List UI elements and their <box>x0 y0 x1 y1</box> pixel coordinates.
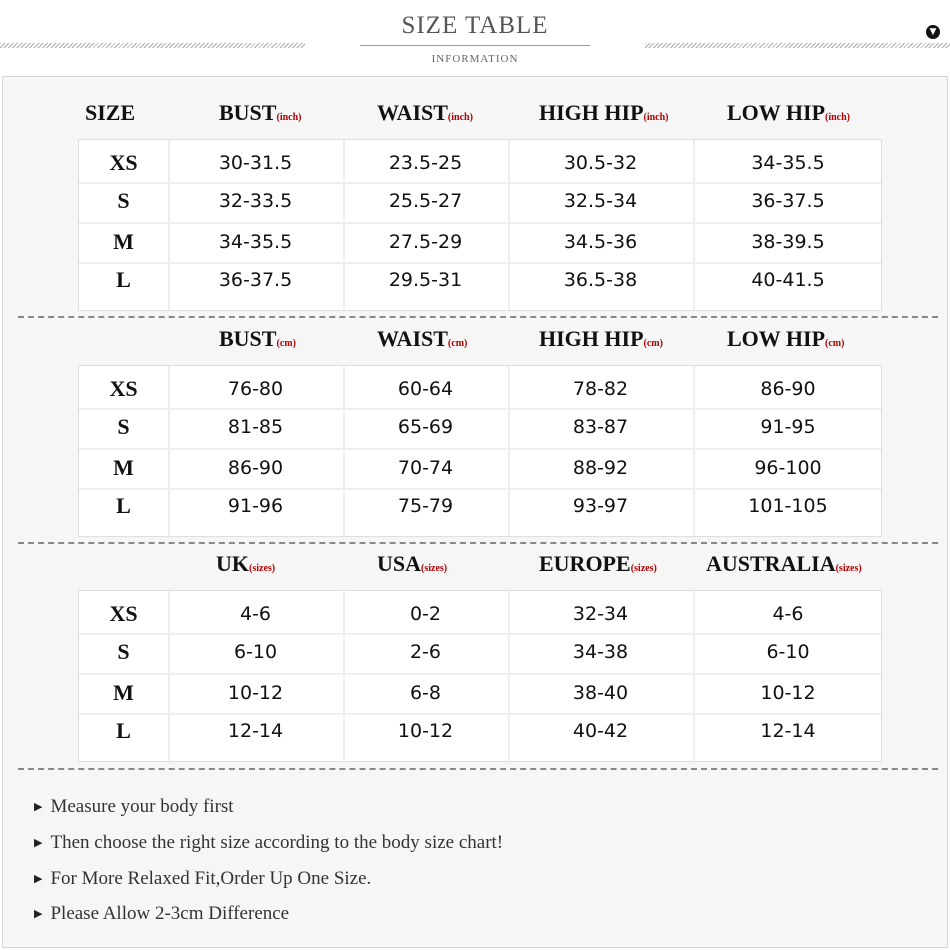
table-cell: 6-8 <box>409 682 442 704</box>
table-cell: 12-14 <box>227 720 284 742</box>
table-cell: 10-12 <box>397 720 454 742</box>
note-item: ▶ Then choose the right size according to the body size chart! <box>34 832 504 853</box>
chevron-down-icon[interactable]: ▼ <box>926 25 940 39</box>
section-divider <box>18 316 938 318</box>
table-cell: 10-12 <box>760 682 816 704</box>
column-header-australia: AUSTRALIA(sizes) <box>706 551 862 576</box>
triangle-right-icon: ▶ <box>34 872 43 885</box>
triangle-right-icon: ▶ <box>34 907 43 920</box>
size-label: S <box>117 188 130 213</box>
table-cell: 27.5-29 <box>388 231 463 253</box>
table-cell: 32-34 <box>572 603 629 625</box>
table-cell: 4-6 <box>772 603 804 625</box>
column-header-usa: USA(sizes) <box>377 551 448 576</box>
size-label: L <box>116 493 131 518</box>
title-underline <box>360 45 590 46</box>
table-cell: 40-41.5 <box>751 269 825 291</box>
table-cell: 86-90 <box>760 378 816 400</box>
table-cell: 25.5-27 <box>388 190 463 212</box>
column-header-waist: WAIST(cm) <box>377 326 468 351</box>
size-label: L <box>116 718 131 743</box>
size-label: XS <box>109 150 138 175</box>
section-divider <box>18 768 938 770</box>
column-header-low-hip: LOW HIP(cm) <box>727 326 845 351</box>
table-cell: 75-79 <box>397 495 454 517</box>
table-cell: 96-100 <box>754 457 822 479</box>
table-cell: 4-6 <box>239 603 272 625</box>
page-title: SIZE TABLE <box>401 12 549 39</box>
table-cell: 83-87 <box>572 416 629 438</box>
note-item: ▶ Please Allow 2-3cm Difference <box>34 903 290 924</box>
size-column-header: SIZE <box>85 100 136 125</box>
table-cell: 32.5-34 <box>563 190 638 212</box>
note-item: ▶ For More Relaxed Fit,Order Up One Size. <box>34 868 372 889</box>
triangle-right-icon: ▶ <box>34 836 43 849</box>
table-cell: 0-2 <box>409 603 442 625</box>
table-cell: 70-74 <box>397 457 454 479</box>
table-cell: 91-96 <box>227 495 284 517</box>
table-cell: 6-10 <box>233 641 278 663</box>
header-stripe-left <box>0 43 305 48</box>
table-cell: 76-80 <box>227 378 284 400</box>
table-cell: 36-37.5 <box>218 269 293 291</box>
section-divider <box>18 542 938 544</box>
table-cell: 65-69 <box>397 416 454 438</box>
column-header-bust: BUST(cm) <box>219 326 296 351</box>
size-label: XS <box>109 601 138 626</box>
size-label: L <box>116 267 131 292</box>
table-cell: 38-39.5 <box>751 231 825 253</box>
table-cell: 34-35.5 <box>218 231 293 253</box>
table-cell: 86-90 <box>227 457 284 479</box>
table-cell: 6-10 <box>766 641 810 663</box>
table-cell: 2-6 <box>409 641 442 663</box>
table-cell: 12-14 <box>760 720 816 742</box>
column-header-bust: BUST(inch) <box>219 100 302 125</box>
table-cell: 23.5-25 <box>388 152 463 174</box>
table-cell: 10-12 <box>227 682 284 704</box>
table-cell: 81-85 <box>227 416 284 438</box>
column-header-low-hip: LOW HIP(inch) <box>727 100 851 125</box>
table-cell: 60-64 <box>397 378 454 400</box>
size-label: M <box>113 455 134 480</box>
size-label: S <box>117 414 130 439</box>
table-cell: 101-105 <box>748 495 828 517</box>
table-cell: 34-38 <box>572 641 629 663</box>
column-header-europe: EUROPE(sizes) <box>539 551 657 576</box>
triangle-right-icon: ▶ <box>34 800 43 813</box>
header-stripe-right <box>645 43 950 48</box>
column-header-high-hip: HIGH HIP(inch) <box>539 100 669 125</box>
table-body <box>78 365 882 537</box>
column-header-uk: UK(sizes) <box>216 551 276 576</box>
size-label: M <box>113 680 134 705</box>
column-header-waist: WAIST(inch) <box>377 100 473 125</box>
page-subtitle: INFORMATION <box>431 53 519 65</box>
table-cell: 93-97 <box>572 495 629 517</box>
table-cell: 91-95 <box>760 416 816 438</box>
table-cell: 34-35.5 <box>751 152 825 174</box>
table-cell: 34.5-36 <box>563 231 638 253</box>
table-cell: 30.5-32 <box>563 152 638 174</box>
table-cell: 38-40 <box>572 682 629 704</box>
column-header-high-hip: HIGH HIP(cm) <box>539 326 663 351</box>
table-cell: 30-31.5 <box>218 152 293 174</box>
table-cell: 78-82 <box>572 378 629 400</box>
note-item: ▶ Measure your body first <box>34 796 234 817</box>
size-label: M <box>113 229 134 254</box>
table-cell: 32-33.5 <box>218 190 293 212</box>
table-cell: 36.5-38 <box>563 269 638 291</box>
table-cell: 88-92 <box>572 457 629 479</box>
size-label: XS <box>109 376 138 401</box>
table-body <box>78 139 882 311</box>
table-cell: 40-42 <box>572 720 629 742</box>
table-body <box>78 590 882 762</box>
table-cell: 36-37.5 <box>751 190 825 212</box>
table-cell: 29.5-31 <box>388 269 463 291</box>
size-label: S <box>117 639 130 664</box>
